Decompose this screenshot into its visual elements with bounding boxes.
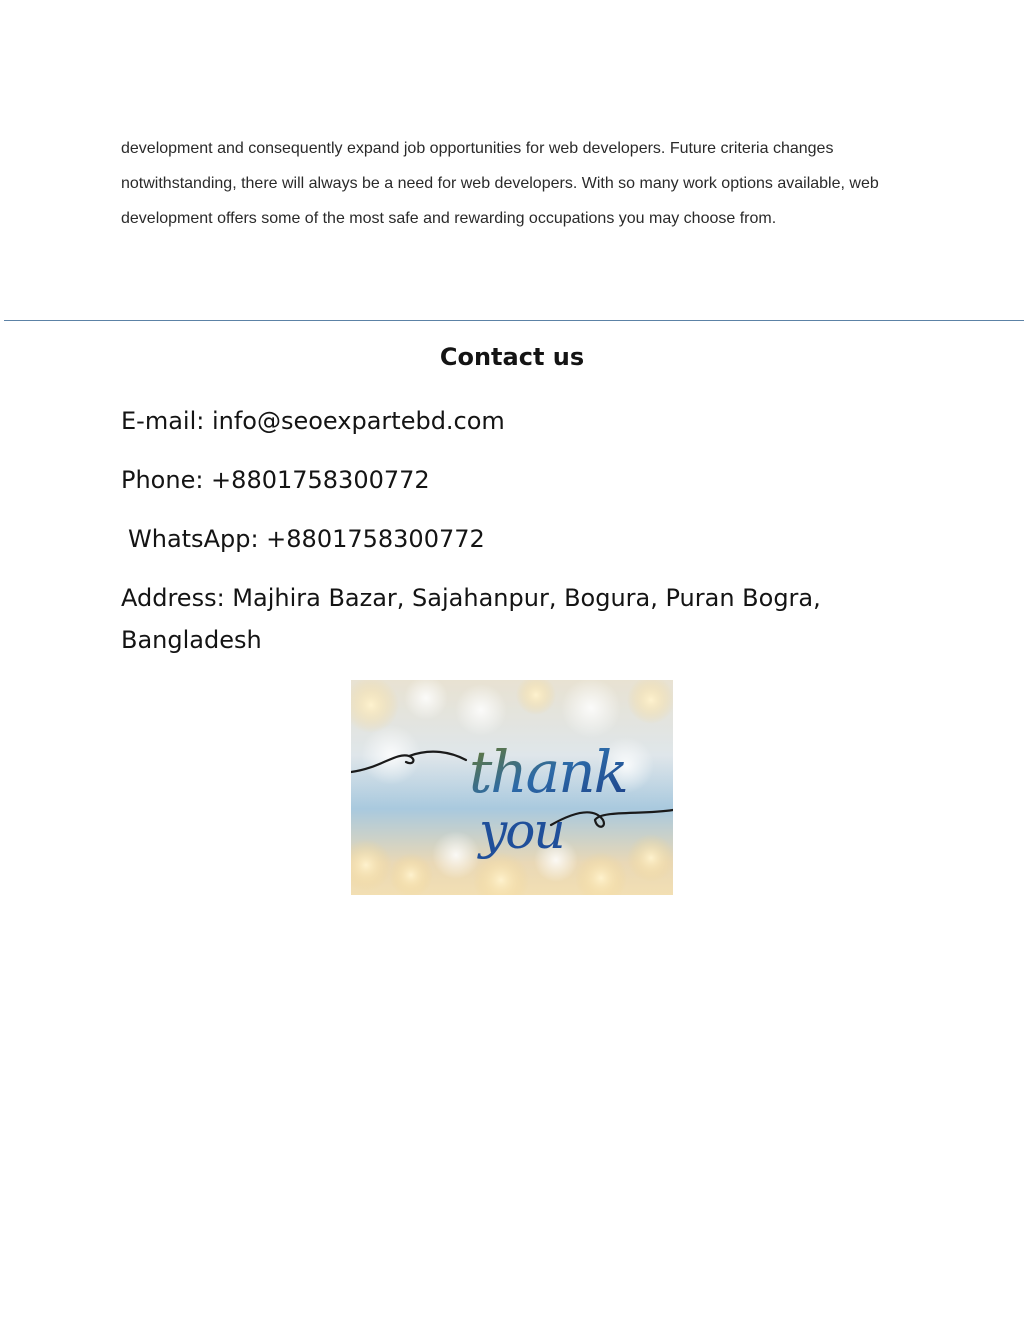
body-paragraph: development and consequently expand job opportunities for web developers. Future criteria changes notwithstanding, there will always be a need for web developers. With so many work options available, web development offers some of the most safe and rewarding occupations you may choose from. [121, 140, 879, 227]
contact-whatsapp: WhatsApp: +8801758300772 [128, 525, 485, 553]
image-word-thank: thank [469, 738, 627, 806]
thank-you-image [351, 680, 673, 895]
contact-heading: Contact us [439, 343, 585, 371]
section-divider [4, 320, 1024, 321]
contact-email: E-mail: info@seoexpartebd.com [121, 407, 505, 435]
contact-phone: Phone: +8801758300772 [121, 466, 430, 494]
contact-address: Address: Majhira Bazar, Sajahanpur, Bogura, Puran Bogra, Bangladesh [121, 584, 821, 654]
image-word-you: you [479, 802, 564, 860]
